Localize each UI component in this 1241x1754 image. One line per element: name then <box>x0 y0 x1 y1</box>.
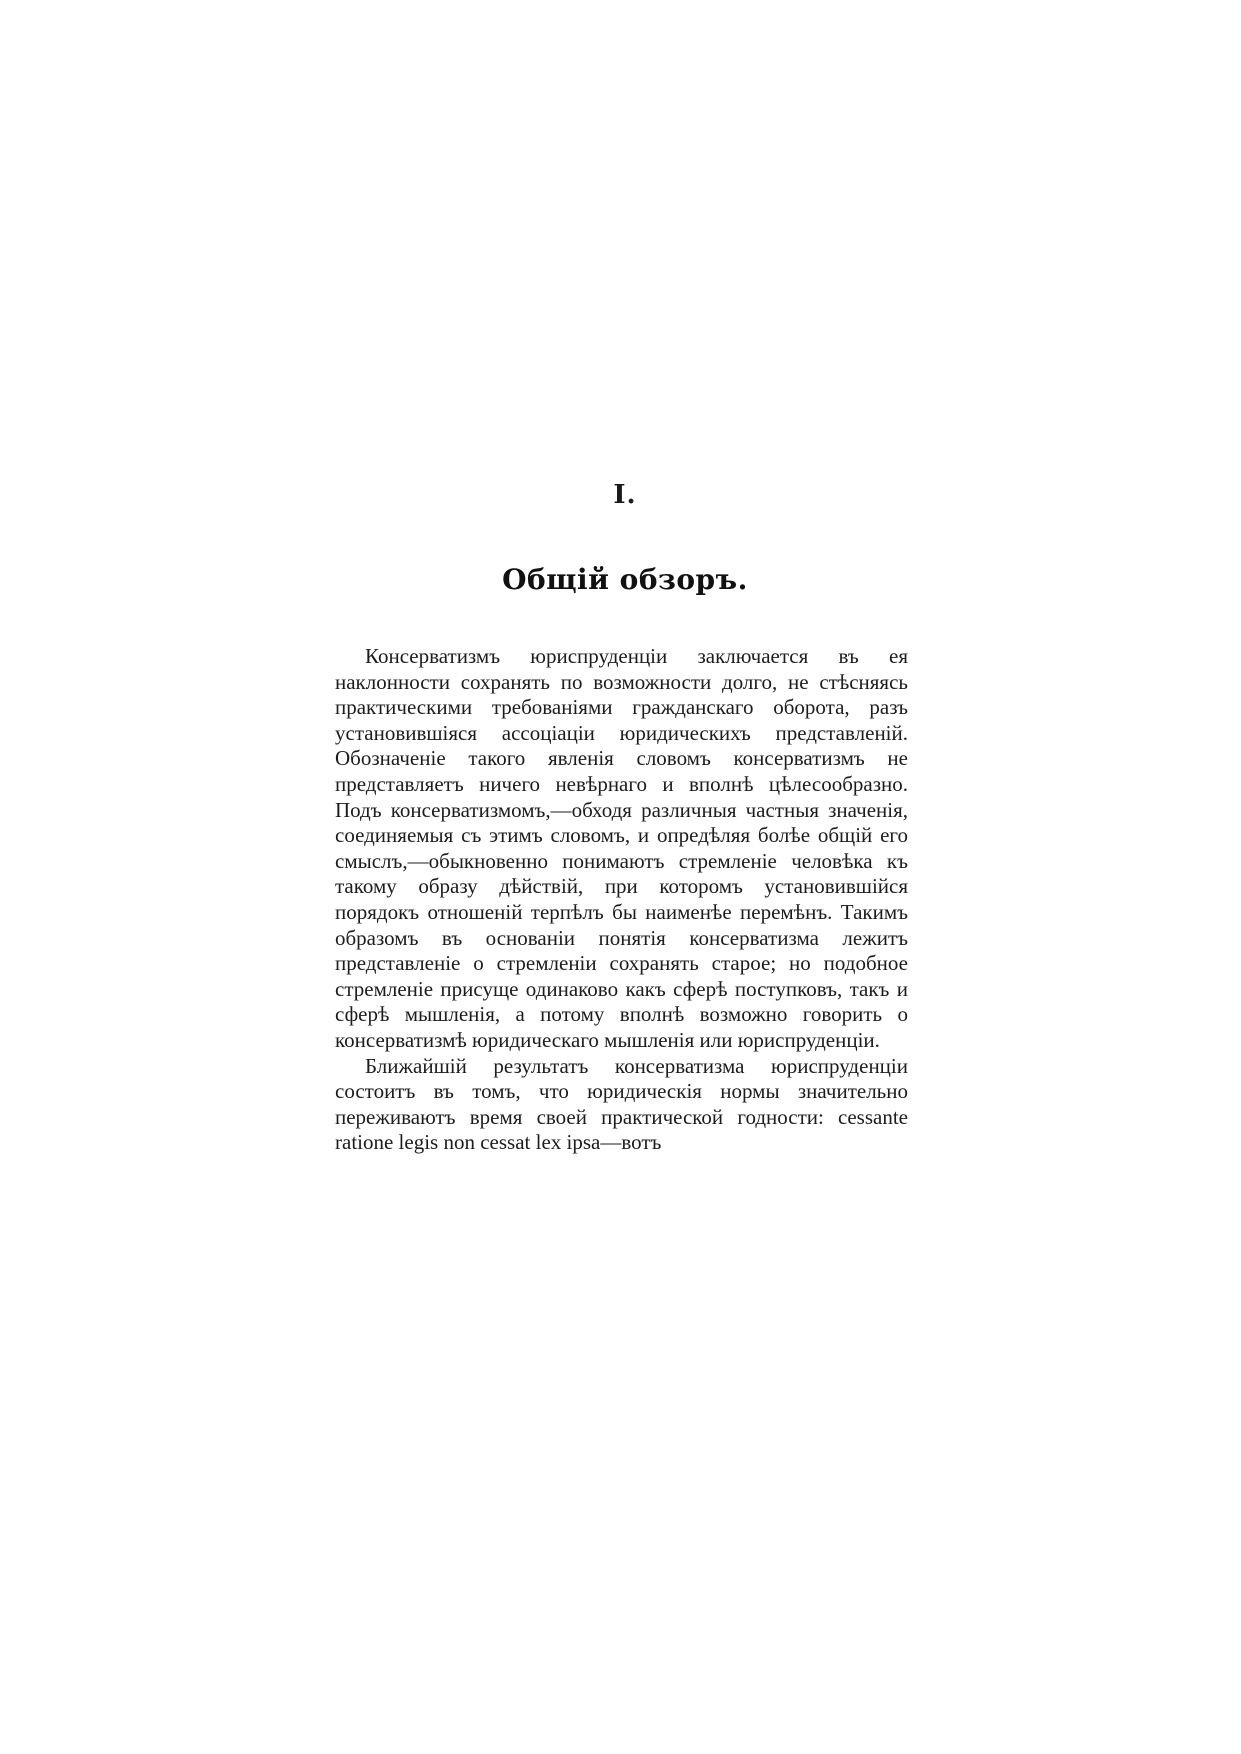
paragraph: Консерватизмъ юриспруденціи заключается въ ея наклонности сохранять по возможности долго, не стѣсняясь практическими требованіями гражданскаго оборота, разъ установившіяся ассоціаціи юридическихъ представленій. Обозначеніе такого явленія словомъ консерватизмъ не представляетъ ничего невѣрнаго и вполнѣ цѣлесообразно. Подъ консерватизмомъ,—обходя различныя частныя значенія, соединяемыя съ этимъ словомъ, и опредѣляя болѣе общій его смыслъ,—обыкновенно понимаютъ стремленіе человѣка къ такому образу дѣйствій, при которомъ установившійся порядокъ отношеній терпѣлъ бы наименѣе перемѣнъ. Такимъ образомъ въ основаніи понятія консерватизма лежитъ представленіе о стремленіи сохранять старое; но подобное стремленіе присуще одинаково какъ сферѣ поступковъ, такъ и сферѣ мышленія, а потому вполнѣ возможно говорить о консерватизмѣ юридическаго мышленія или юриспруденціи. <box>335 644 908 1052</box>
paragraph: Ближайшій результатъ консерватизма юриспруденціи состоитъ въ томъ, что юридическія нормы значительно переживаютъ время своей практической годности: cessante ratione legis non cessat lex ipsa—вотъ <box>335 1053 908 1155</box>
chapter-title: Общій обзоръ. <box>502 563 748 596</box>
chapter-body <box>335 644 908 1156</box>
chapter-numeral: I. <box>613 480 637 510</box>
